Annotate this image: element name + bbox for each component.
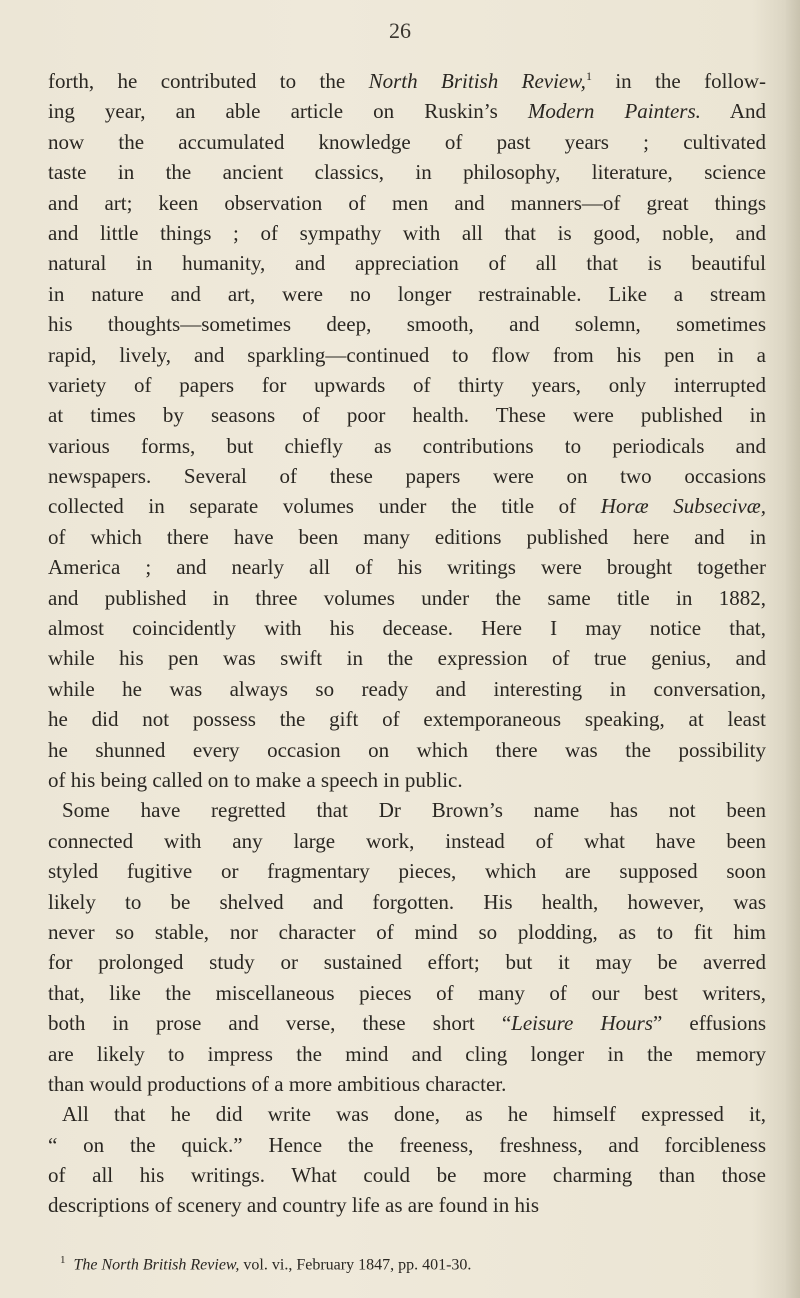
text-line: newspapers. Several of these papers were on two occasions	[48, 464, 766, 489]
text-line: are likely to impress the mind and cling longer in the memory	[48, 1041, 766, 1066]
footnote-number: 1	[60, 1254, 66, 1266]
page-number: 26	[389, 18, 411, 43]
text-line: and published in three volumes under the same title in 1882,	[48, 585, 766, 610]
text-line: than would productions of a more ambitious character.	[48, 1071, 507, 1096]
text-line: styled fugitive or fragmentary pieces, which are supposed soon	[48, 859, 766, 884]
text-line: ing year, an able article on Ruskin’s Modern Painters. And	[48, 99, 766, 124]
text-line: natural in humanity, and appreciation of all that is beautiful	[48, 251, 766, 276]
text-line: forth, he contributed to the North British Review,$^1$ in the follow-	[48, 69, 766, 93]
footnote-text: vol. vi., February 1847, pp. 401-30.	[239, 1256, 472, 1274]
text-line: of his being called on to make a speech in public.	[48, 767, 463, 792]
text-line: that, like the miscellaneous pieces of many of our best writers,	[48, 980, 766, 1005]
text-line: he shunned every occasion on which there was the possibility	[48, 737, 766, 762]
text-line: in nature and art, were no longer restrainable. Like a stream	[48, 281, 766, 306]
text-line: almost coincidently with his decease. Here I may notice that,	[48, 616, 766, 641]
text-line: All that he did write was done, as he himself expressed it,	[62, 1102, 766, 1127]
footnote-title: The North British Review,	[73, 1256, 240, 1274]
text-line: variety of papers for upwards of thirty years, only interrupted	[48, 372, 766, 397]
text-line: while his pen was swift in the expression of true genius, and	[48, 646, 766, 671]
text-line: and art; keen observation of men and manners—of great things	[48, 190, 766, 215]
text-line: America ; and nearly all of his writings were brought together	[48, 555, 766, 580]
text-line: and little things ; of sympathy with all that is good, noble, and	[48, 220, 766, 245]
text-line: taste in the ancient classics, in philosophy, literature, science	[48, 160, 766, 185]
text-line: of which there have been many editions published here and in	[48, 524, 766, 549]
text-line: both in prose and verse, these short “Leisure Hours” effusions	[48, 1011, 766, 1036]
footnote	[60, 1254, 760, 1274]
text-line: collected in separate volumes under the title of Horæ Subsecivæ,	[48, 494, 766, 519]
text-line: “ on the quick.” Hence the freeness, freshness, and forcibleness	[48, 1132, 766, 1157]
text-line: Some have regretted that Dr Brown’s name has not been	[62, 798, 766, 823]
text-line: descriptions of scenery and country life as are found in his	[48, 1193, 540, 1218]
text-line: his thoughts—sometimes deep, smooth, and solemn, sometimes	[48, 312, 766, 337]
text-line: now the accumulated knowledge of past years ; cultivated	[48, 129, 766, 154]
text-line: likely to be shelved and forgotten. His health, however, was	[48, 889, 766, 914]
page-edge	[786, 0, 800, 1298]
footnote-marker: 1	[585, 69, 592, 83]
body-text	[48, 66, 766, 1221]
text-line: at times by seasons of poor health. These were published in	[48, 403, 766, 428]
text-line: rapid, lively, and sparkling—continued to flow from his pen in a	[48, 342, 766, 367]
text-line: never so stable, nor character of mind so plodding, as to fit him	[48, 919, 766, 944]
text-line: for prolonged study or sustained effort; but it may be averred	[48, 950, 766, 975]
text-line: connected with any large work, instead of what have been	[48, 828, 766, 853]
text-line: of all his writings. What could be more charming than those	[48, 1163, 766, 1188]
text-line: he did not possess the gift of extemporaneous speaking, at least	[48, 707, 766, 732]
text-line: while he was always so ready and interesting in conversation,	[48, 676, 766, 701]
text-line: various forms, but chiefly as contributions to periodicals and	[48, 433, 766, 458]
